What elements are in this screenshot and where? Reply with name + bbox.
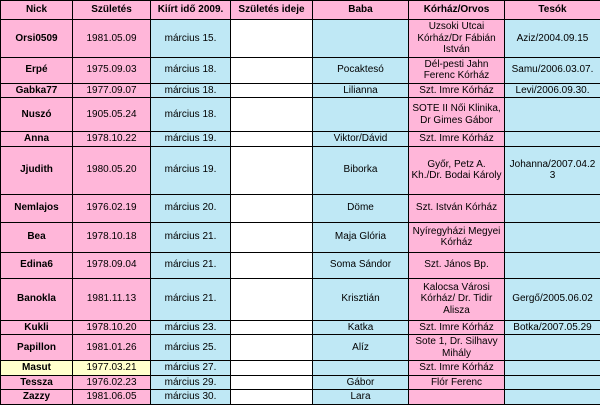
cell-szuletes: 1978.09.04 [73, 252, 151, 278]
cell-szuletes: 1905.05.24 [73, 98, 151, 132]
cell-ideje [231, 146, 313, 194]
cell-szuletes: 1977.09.07 [73, 83, 151, 98]
column-header-baba: Baba [313, 1, 409, 20]
cell-ideje [231, 20, 313, 58]
column-header-nick: Nick [1, 1, 73, 20]
cell-ideje [231, 278, 313, 320]
cell-ideje [231, 222, 313, 252]
cell-szuletes: 1975.09.03 [73, 57, 151, 83]
cell-baba: Krisztián [313, 278, 409, 320]
cell-kiirt: március 30. [151, 390, 231, 405]
cell-ideje [231, 390, 313, 405]
cell-korhaz: Szt. Imre Kórház [409, 83, 505, 98]
table-row [1, 132, 600, 147]
cell-baba [313, 361, 409, 376]
cell-ideje [231, 252, 313, 278]
cell-korhaz: Szt. Imre Kórház [409, 320, 505, 335]
cell-tesok: Aziz/2004.09.15 [505, 20, 600, 58]
cell-nick: Nuszó [1, 98, 73, 132]
cell-baba: Pocaktesó [313, 57, 409, 83]
cell-korhaz: Sote 1, Dr. Silhavy Mihály [409, 335, 505, 361]
cell-kiirt: március 15. [151, 20, 231, 58]
table-row [1, 57, 600, 83]
cell-szuletes: 1978.10.20 [73, 320, 151, 335]
cell-nick: Kukli [1, 320, 73, 335]
table-row [1, 194, 600, 222]
cell-baba [313, 20, 409, 58]
cell-tesok [505, 132, 600, 147]
cell-nick: Orsi0509 [1, 20, 73, 58]
table-row [1, 98, 600, 132]
cell-szuletes: 1978.10.18 [73, 222, 151, 252]
cell-baba: Lara [313, 390, 409, 405]
cell-szuletes: 1981.05.09 [73, 20, 151, 58]
cell-nick: Banokla [1, 278, 73, 320]
cell-kiirt: március 19. [151, 132, 231, 147]
cell-kiirt: március 29. [151, 375, 231, 390]
cell-baba: Gábor [313, 375, 409, 390]
column-header-korhaz-orvos: Kórház/Orvos [409, 1, 505, 20]
cell-tesok [505, 98, 600, 132]
cell-ideje [231, 132, 313, 147]
cell-nick: Masut [1, 361, 73, 376]
cell-kiirt: március 25. [151, 335, 231, 361]
cell-ideje [231, 361, 313, 376]
cell-nick: Nemlajos [1, 194, 73, 222]
table-row [1, 278, 600, 320]
cell-korhaz: Szt. Imre Kórház [409, 361, 505, 376]
cell-ideje [231, 83, 313, 98]
cell-kiirt: március 19. [151, 146, 231, 194]
cell-szuletes: 1981.01.26 [73, 335, 151, 361]
cell-nick: Jjudith [1, 146, 73, 194]
cell-nick: Erpé [1, 57, 73, 83]
cell-kiirt: március 21. [151, 222, 231, 252]
table-row [1, 83, 600, 98]
cell-kiirt: március 18. [151, 98, 231, 132]
cell-nick: Papillon [1, 335, 73, 361]
cell-kiirt: március 23. [151, 320, 231, 335]
table-row [1, 252, 600, 278]
cell-nick: Zazzy [1, 390, 73, 405]
cell-nick: Gabka77 [1, 83, 73, 98]
cell-szuletes: 1977.03.21 [73, 361, 151, 376]
table-row [1, 222, 600, 252]
cell-baba [313, 98, 409, 132]
cell-tesok [505, 390, 600, 405]
table-row [1, 320, 600, 335]
cell-baba: Döme [313, 194, 409, 222]
column-header-szuletes-ideje: Születés ideje [231, 1, 313, 20]
column-header-kiirt-ido: Kiírt idő 2009. [151, 1, 231, 20]
cell-korhaz: Nyíregyházi Megyei Kórház [409, 222, 505, 252]
cell-korhaz: Szt. János Bp. [409, 252, 505, 278]
cell-baba: Viktor/Dávid [313, 132, 409, 147]
cell-korhaz: Flór Ferenc [409, 375, 505, 390]
cell-korhaz: Kalocsa Városi Kórház/ Dr. Tidir Alisza [409, 278, 505, 320]
cell-korhaz: Győr, Petz A. Kh./Dr. Bodai Károly [409, 146, 505, 194]
cell-korhaz: Uzsoki Utcai Kórház/Dr Fábián István [409, 20, 505, 58]
table-row [1, 20, 600, 58]
cell-baba: Lilianna [313, 83, 409, 98]
cell-baba: Soma Sándor [313, 252, 409, 278]
cell-kiirt: március 18. [151, 57, 231, 83]
cell-kiirt: március 20. [151, 194, 231, 222]
cell-ideje [231, 375, 313, 390]
cell-nick: Edina6 [1, 252, 73, 278]
cell-tesok [505, 375, 600, 390]
table-row [1, 390, 600, 405]
table-row [1, 361, 600, 376]
cell-korhaz: SOTE II Női Klinika, Dr Gimes Gábor [409, 98, 505, 132]
cell-ideje [231, 320, 313, 335]
cell-korhaz: Szt. Imre Kórház [409, 132, 505, 147]
table-row [1, 375, 600, 390]
cell-tesok [505, 252, 600, 278]
cell-nick: Tessza [1, 375, 73, 390]
cell-korhaz: Szt. István Kórház [409, 194, 505, 222]
cell-ideje [231, 57, 313, 83]
cell-baba: Biborka [313, 146, 409, 194]
column-header-szuletes: Születés [73, 1, 151, 20]
cell-baba: Katka [313, 320, 409, 335]
table-row [1, 146, 600, 194]
cell-szuletes: 1981.11.13 [73, 278, 151, 320]
cell-kiirt: március 27. [151, 361, 231, 376]
cell-baba: Maja Glória [313, 222, 409, 252]
cell-kiirt: március 18. [151, 83, 231, 98]
cell-szuletes: 1980.05.20 [73, 146, 151, 194]
cell-tesok: Levi/2006.09.30. [505, 83, 600, 98]
cell-kiirt: március 21. [151, 278, 231, 320]
cell-nick: Anna [1, 132, 73, 147]
cell-korhaz: Dél-pesti Jahn Ferenc Kórház [409, 57, 505, 83]
cell-szuletes: 1976.02.23 [73, 375, 151, 390]
cell-korhaz [409, 390, 505, 405]
column-header-tesok: Tesók [505, 1, 600, 20]
cell-tesok [505, 361, 600, 376]
cell-tesok [505, 194, 600, 222]
cell-tesok: Johanna/2007.04.23 [505, 146, 600, 194]
cell-szuletes: 1978.10.22 [73, 132, 151, 147]
cell-tesok: Botka/2007.05.29 [505, 320, 600, 335]
table-row [1, 335, 600, 361]
cell-szuletes: 1976.02.19 [73, 194, 151, 222]
cell-tesok [505, 222, 600, 252]
cell-tesok: Gergő/2005.06.02 [505, 278, 600, 320]
cell-ideje [231, 194, 313, 222]
cell-ideje [231, 335, 313, 361]
cell-ideje [231, 98, 313, 132]
cell-baba: Alíz [313, 335, 409, 361]
cell-tesok: Samu/2006.03.07. [505, 57, 600, 83]
table-header-row [1, 1, 600, 20]
cell-nick: Bea [1, 222, 73, 252]
cell-szuletes: 1981.06.05 [73, 390, 151, 405]
cell-kiirt: március 21. [151, 252, 231, 278]
cell-tesok [505, 335, 600, 361]
